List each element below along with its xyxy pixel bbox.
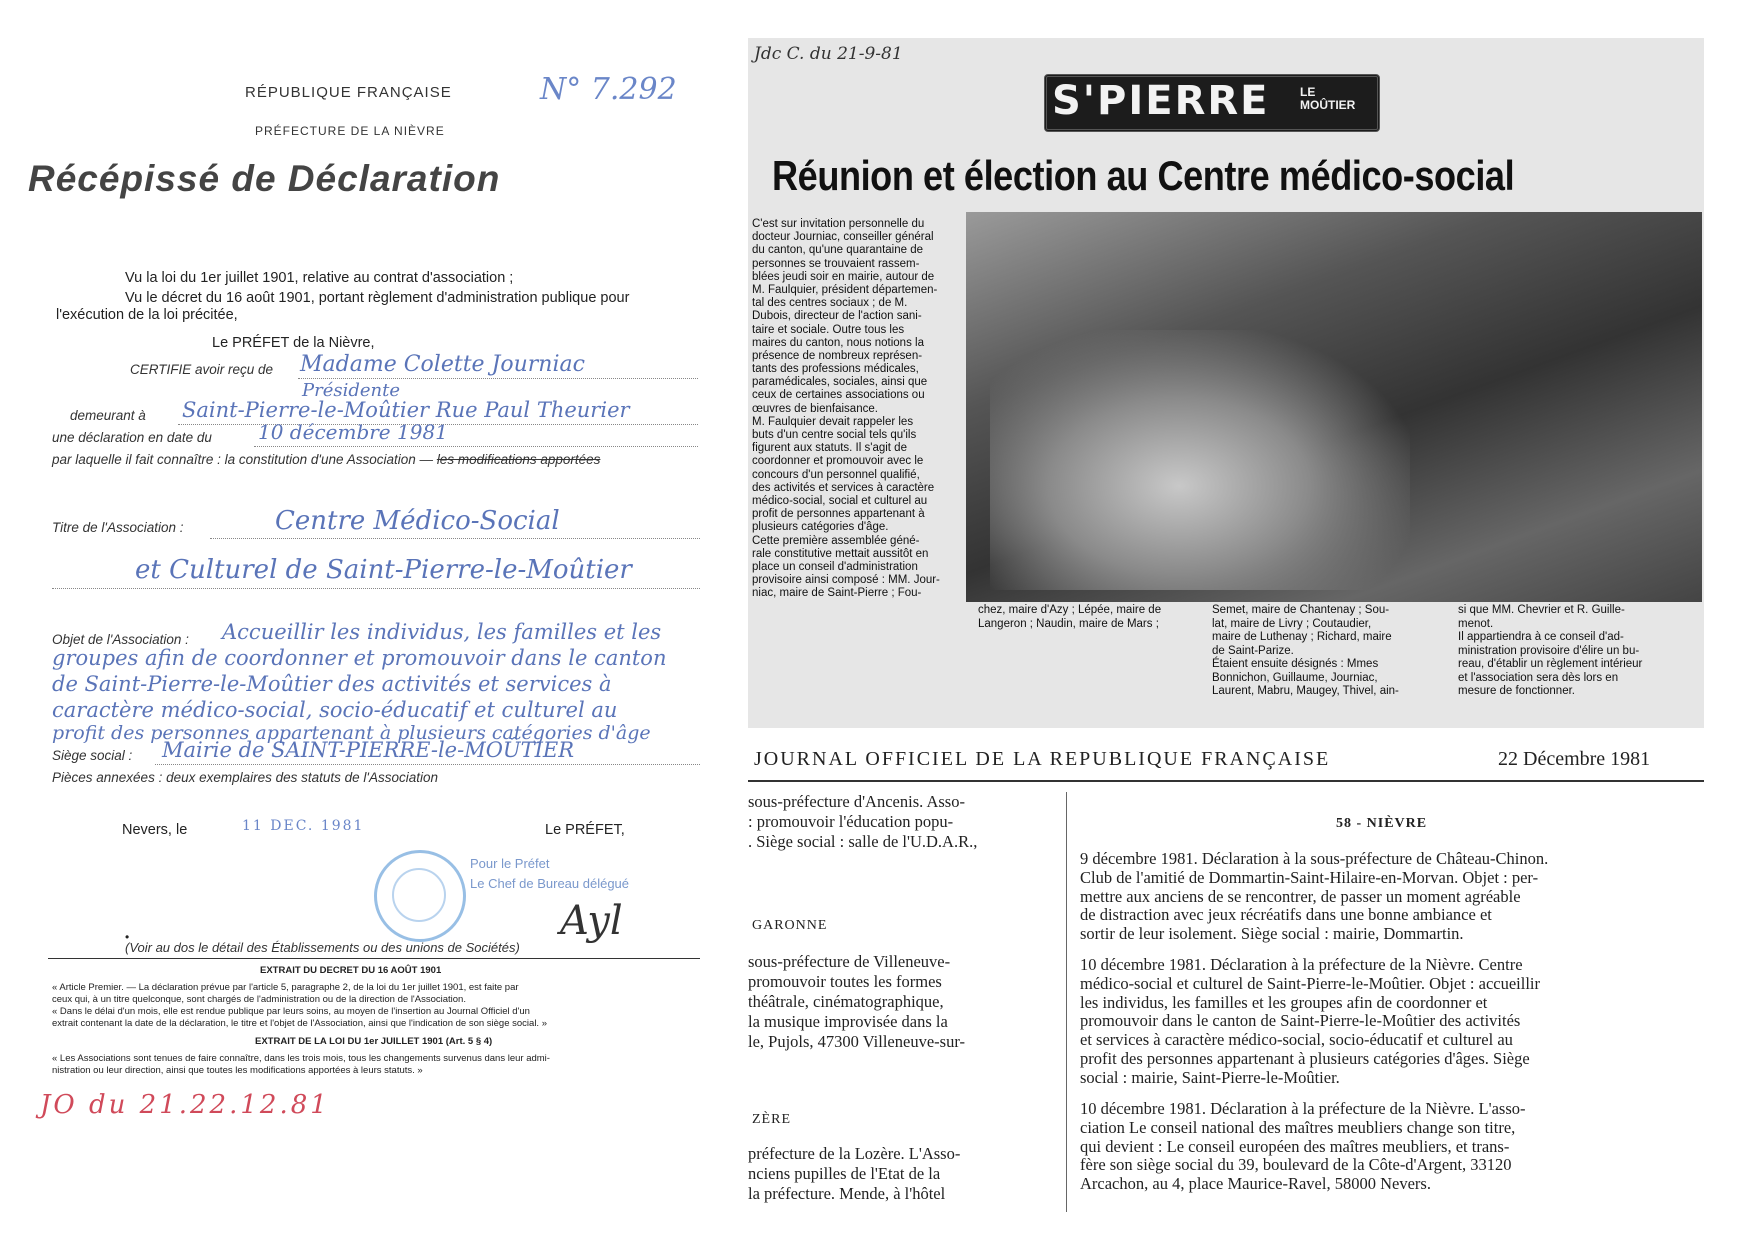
- bullet-mark: •: [125, 930, 130, 944]
- banner-subtitle: LE MOÛTIER: [1300, 85, 1356, 112]
- clipping-article-line: paramédicales, sociales, ainsi que: [752, 376, 928, 389]
- journal-left-3-line: la préfecture. Mende, à l'hôtel: [748, 1184, 946, 1203]
- journal-entry-3-line: fère son siège social du 39, boulevard de la Côte-d'Argent, 33120: [1080, 1155, 1512, 1175]
- caption-1-line: Langeron ; Naudin, maire de Mars ;: [978, 617, 1159, 630]
- objet-line-2: groupes afin de coordonner et promouvoir dans le canton: [52, 646, 667, 670]
- caption-3-line: et l'association sera dès lors en: [1458, 671, 1619, 684]
- caption-3-line: menot.: [1458, 617, 1494, 630]
- clipping-article-line: C'est sur invitation personnelle du: [752, 218, 925, 230]
- journal-entry-2-line: 10 décembre 1981. Déclaration à la préfecture de la Nièvre. Centre: [1080, 955, 1523, 974]
- section-lozere: ZÈRE: [752, 1112, 791, 1127]
- clipping-article-line: concours d'un personnel qualifié,: [752, 468, 920, 481]
- caption-2-line: Semet, maire de Chantenay ; Sou-: [1212, 604, 1390, 616]
- journal-entry-2-line: médico-social et culturel de Saint-Pierre-le-Moûtier. Objet : accueillir: [1080, 973, 1540, 993]
- clipping-article-line: Dubois, directeur de l'action sani-: [752, 310, 922, 323]
- clipping-article-line: blées jeudi soir en mairie, autour de: [752, 270, 935, 283]
- journal-left-1-line: : promouvoir l'éducation popu-: [748, 812, 954, 831]
- caption-2-line: maire de Luthenay ; Richard, maire: [1212, 631, 1392, 643]
- clipping-article-line: rale constitutive mettait aussitôt en: [752, 547, 929, 560]
- clipping-article-line: médico-social, social et culturel au: [752, 494, 928, 507]
- voir-au-dos: (Voir au dos le détail des Établissements ou des unions de Sociétés): [125, 940, 520, 955]
- caption-2-line: Bonnichon, Guillaume, Journiac,: [1212, 671, 1378, 684]
- journal-date: 22 Décembre 1981: [1498, 748, 1651, 770]
- journal-left-2-line: sous-préfecture de Villeneuve-: [748, 952, 951, 971]
- demeurant-value: Saint-Pierre-le-Moûtier Rue Paul Theurier: [182, 398, 630, 422]
- article-1-line-2: ceux qui, à un titre quelconque, sont chargés de l'administration ou de la direction de l'Association.: [52, 994, 466, 1005]
- republique-heading: RÉPUBLIQUE FRANÇAISE: [245, 84, 452, 101]
- journal-entry-1-line: sortir de leur isolement. Siège social : mairie, Dommartin.: [1080, 924, 1464, 944]
- certifie-label: CERTIFIE avoir reçu de: [130, 362, 274, 377]
- clipping-article-line: niac, maire de Saint-Pierre ; Fou-: [752, 587, 922, 600]
- clipping-article-line: ceux de certaines associations ou: [752, 389, 925, 402]
- journal-header: JOURNAL OFFICIEL DE LA REPUBLIQUE FRANÇAISE: [754, 748, 1331, 770]
- titre-value-1: Centre Médico-Social: [275, 506, 560, 536]
- clipping-article-line: provisoire ainsi composé : MM. Jour-: [752, 574, 940, 587]
- caption-3-line: ministration provisoire d'élire un bu-: [1458, 644, 1640, 657]
- journal-entry-2-line: profit des personnes appartenant à plusieurs catégories d'âges. Siège: [1080, 1048, 1530, 1068]
- pour-le-prefet: Pour le Préfet: [470, 856, 550, 871]
- clipping-article-line: des activités et services à caractère: [752, 481, 935, 494]
- caption-2-line: Étaient ensuite désignés : Mmes: [1212, 658, 1379, 670]
- caption-column-3: [1458, 604, 1642, 699]
- clipping-article-line: M. Faulquier, président départemen-: [752, 283, 938, 296]
- journal-left-block-1: [748, 792, 977, 852]
- titre-label: Titre de l'Association :: [52, 520, 184, 535]
- clipping-handwritten-note: Jdc C. du 21-9-81: [754, 44, 903, 64]
- journal-left-block-3: [748, 1144, 960, 1204]
- journal-entry-maitres-meubliers: [1080, 1100, 1526, 1194]
- journal-left-2-line: promouvoir toutes les formes: [748, 972, 942, 991]
- journal-header-rule: [748, 780, 1704, 782]
- caption-3-line: mesure de fonctionner.: [1458, 685, 1575, 697]
- clipping-article-line: personnes se trouvaient rassem-: [752, 257, 920, 270]
- nevers-le: Nevers, le: [122, 822, 188, 838]
- document-title: Récépissé de Déclaration: [28, 158, 501, 199]
- article-1-line-4: extrait contenant la date de la déclaration, le titre et l'objet de l'Association, ainsi que l'indication de son siège social. »: [52, 1018, 547, 1029]
- vu-decret: Vu le décret du 16 août 1901, portant règlement d'administration publique pour: [125, 290, 630, 306]
- article-5-line-1: « Les Associations sont tenues de faire connaître, dans les trois mois, tous les changements survenus dans leur admi-: [52, 1053, 550, 1064]
- journal-entry-1-line: mettre aux anciens de se rencontrer, de passer un moment agréable: [1080, 886, 1521, 906]
- journal-left-2-line: la musique improvisée dans la: [748, 1012, 948, 1031]
- clipping-article-line: place un conseil d'administration: [752, 560, 918, 573]
- journal-entry-3-line: Arcachon, au 4, place Maurice-Ravel, 58000 Nevers.: [1080, 1174, 1431, 1194]
- objet-line-4: caractère médico-social, socio-éducatif et culturel au: [52, 698, 618, 722]
- laquelle-label: par laquelle il fait connaître : la constitution d'une Association — les modifications apportées: [52, 452, 601, 467]
- declaration-value: 10 décembre 1981: [258, 420, 448, 444]
- caption-3-line: Il appartiendra à ce conseil d'ad-: [1458, 631, 1624, 643]
- extrait-loi-heading: EXTRAIT DE LA LOI DU 1er JUILLET 1901 (Art. 5 § 4): [255, 1036, 493, 1047]
- date-stamp: 11 DEC. 1981: [242, 818, 365, 834]
- meeting-photo-highlight: [990, 330, 1410, 590]
- journal-entry-2-line: social : mairie, Saint-Pierre-le-Moûtier.: [1080, 1067, 1340, 1087]
- clipping-article-line: profit de personnes appartenant à: [752, 508, 925, 521]
- journal-officiel-reference: JO du 21.22.12.81: [40, 1090, 330, 1120]
- chef-de-bureau: Le Chef de Bureau délégué: [470, 876, 630, 891]
- section-nievre: 58 - NIÈVRE: [1336, 816, 1428, 831]
- document-number: N° 7.292: [540, 72, 677, 107]
- caption-2-line: Laurent, Mabru, Maugey, Thivel, ain-: [1212, 685, 1399, 697]
- divider: [48, 958, 700, 959]
- vu-decret-cont: l'exécution de la loi précitée,: [56, 307, 238, 323]
- caption-1-line: chez, maire d'Azy ; Lépée, maire de: [978, 604, 1162, 616]
- journal-entry-2-line: les individus, les familles et les groupes afin de coordonner et: [1080, 992, 1488, 1012]
- caption-3-line: reau, d'établir un règlement intérieur: [1458, 658, 1643, 670]
- journal-entry-dommartin: [1080, 850, 1548, 944]
- clipping-article-line: tants des professions médicales,: [752, 363, 919, 376]
- clipping-article-line: Cette première assemblée géné-: [752, 534, 920, 547]
- journal-left-3-line: préfecture de la Lozère. L'Asso-: [748, 1144, 961, 1163]
- caption-column-1: [978, 604, 1161, 631]
- caption-2-line: lat, maire de Livry ; Coutaudier,: [1212, 617, 1372, 630]
- caption-column-2: [1212, 604, 1399, 699]
- clipping-article-line: du canton, qu'une quarantaine de: [752, 244, 924, 257]
- journal-entry-1-line: de distraction avec jeux récréatifs dans une bonne ambiance et: [1080, 905, 1492, 925]
- banner-text: S'PIERRE: [1052, 78, 1270, 124]
- journal-entry-1-line: Club de l'amitié de Dommartin-Saint-Hilaire-en-Morvan. Objet : per-: [1080, 867, 1539, 887]
- certifie-value: Madame Colette Journiac: [300, 352, 585, 377]
- clipping-article-line: M. Faulquier devait rappeler les: [752, 415, 914, 428]
- clipping-article-line: docteur Journiac, conseiller général: [752, 231, 934, 244]
- extrait-decret-heading: EXTRAIT DU DECRET DU 16 AOÛT 1901: [260, 965, 442, 976]
- prefect-signature: Ayl: [560, 898, 623, 944]
- journal-left-block-2: [748, 952, 965, 1052]
- clipping-article-line: coordonner et promouvoir avec le: [752, 455, 924, 468]
- journal-entry-2-line: et services à caractère médico-social, socio-éducatif et culturel au: [1080, 1030, 1513, 1050]
- journal-left-2-line: le, Pujols, 47300 Villeneuve-sur-: [748, 1032, 965, 1051]
- journal-entry-1-line: 9 décembre 1981. Déclaration à la sous-préfecture de Château-Chinon.: [1080, 849, 1549, 868]
- objet-label: Objet de l'Association :: [52, 632, 189, 647]
- objet-line-1: Accueillir les individus, les familles et les: [222, 620, 662, 644]
- prefet-line: Le PRÉFET de la Nièvre,: [212, 335, 375, 351]
- pieces-annexees: Pièces annexées : deux exemplaires des statuts de l'Association: [52, 770, 439, 785]
- clipping-article-line: plusieurs catégories d'âge.: [752, 521, 889, 534]
- siege-label: Siège social :: [52, 748, 133, 763]
- objet-line-5: profit des personnes appartenant à plusieurs catégories d'âge: [52, 722, 651, 744]
- journal-column-rule: [1066, 792, 1067, 1212]
- clipping-article-column: [752, 218, 960, 600]
- journal-left-2-line: théâtrale, cinématographique,: [748, 992, 944, 1011]
- clipping-headline: Réunion et élection au Centre médico-social: [772, 152, 1515, 199]
- prefecture-seal-inner: [392, 868, 446, 922]
- certifie-value-2: Présidente: [302, 380, 401, 401]
- section-garonne: GARONNE: [752, 918, 828, 933]
- journal-entry-3-line: qui devient : Le conseil européen des maîtres meubliers, et trans-: [1080, 1136, 1510, 1156]
- le-prefet: Le PRÉFET,: [545, 822, 625, 838]
- journal-left-1-line: sous-préfecture d'Ancenis. Asso-: [748, 792, 965, 811]
- prefecture-heading: PRÉFECTURE DE LA NIÈVRE: [255, 124, 445, 138]
- caption-2-line: de Saint-Parize.: [1212, 644, 1294, 657]
- journal-entry-centre-medico-social: [1080, 956, 1540, 1088]
- journal-left-3-line: nciens pupilles de l'Etat de la: [748, 1164, 941, 1183]
- clipping-article-line: taire et sociale. Outre tous les: [752, 323, 905, 336]
- clipping-article-line: maires du canton, nous notions la: [752, 336, 924, 349]
- caption-3-line: si que MM. Chevrier et R. Guille-: [1458, 604, 1625, 616]
- objet-line-3: de Saint-Pierre-le-Moûtier des activités et services à: [52, 672, 612, 696]
- journal-left-1-line: . Siège social : salle de l'U.D.A.R.,: [748, 832, 978, 851]
- demeurant-label: demeurant à: [70, 408, 146, 423]
- modifications-struck: les modifications apportées: [436, 452, 601, 467]
- declaration-label: une déclaration en date du: [52, 430, 212, 445]
- article-1-line-3: « Dans le délai d'un mois, elle est rendue publique par leurs soins, au moyen de l'insertion au Journal Officiel d'un: [52, 1006, 530, 1017]
- clipping-article-line: buts d'un centre social tels qu'ils: [752, 429, 917, 441]
- clipping-article-line: présence de nombreux représen-: [752, 349, 923, 362]
- journal-entry-3-line: ciation Le conseil national des maîtres meubliers change son titre,: [1080, 1117, 1516, 1137]
- article-5-line-2: nistration ou leur direction, ainsi que toutes les modifications apportées à leurs statuts. »: [52, 1065, 423, 1076]
- article-1-line-1: « Article Premier. — La déclaration prévue par l'article 5, paragraphe 2, de la loi du 1er juillet 1901, est faite par: [52, 982, 519, 993]
- journal-entry-3-line: 10 décembre 1981. Déclaration à la préfecture de la Nièvre. L'asso-: [1080, 1099, 1526, 1118]
- journal-entry-2-line: promouvoir dans le canton de Saint-Pierre-le-Moûtier des activités: [1080, 1011, 1521, 1031]
- clipping-article-line: figurent aux statuts. Il s'agit de: [752, 442, 907, 455]
- vu-loi: Vu la loi du 1er juillet 1901, relative au contrat d'association ;: [125, 270, 514, 286]
- titre-value-2: et Culturel de Saint-Pierre-le-Moûtier: [135, 555, 632, 585]
- siege-value: Mairie de SAINT-PIERRE-le-MOÛTIER: [162, 738, 575, 762]
- clipping-article-line: œuvres de bienfaisance.: [752, 402, 878, 415]
- clipping-article-line: tal des centres sociaux ; de M.: [752, 297, 908, 310]
